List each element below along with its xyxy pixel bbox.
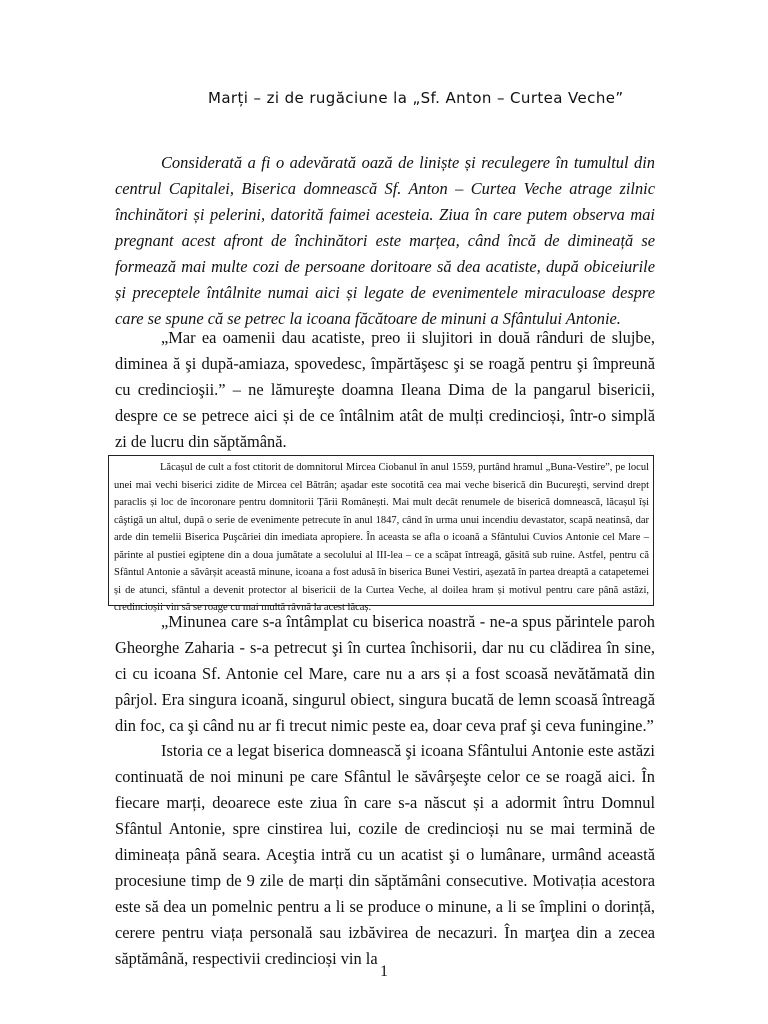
page-number: 1 bbox=[380, 963, 388, 980]
intro-paragraph: Considerată a fi o adevărată oază de liniște și reculegere în tumultul din centrul Capitalei, Biserica domnească Sf. Anton – Curtea Veche atrage zilnic închinători și pelerini, datorită faimei acesteia. Ziua în care putem observa mai pregnant acest afront de închinători este marțea, când încă de dimineață se formează mai multe cozi de persoane doritoare să dea acatiste, după obiceiurile și preceptele întâlnite numai aici și legate de evenimentele miraculoase despre care se spune că se petrec la icoana făcătoare de minuni a Sfântului Antonie. bbox=[115, 153, 655, 328]
quote-paragraph-dima: „Mar ea oamenii dau acatiste, preo ii slujitori in două rânduri de slujbe, diminea ă şi după-amiaza, spovedesc, împărtăşesc şi se roagă pentru şi împreună cu credincioşii.” – ne lămureşte doamna Ileana Dima de la pangarul bisericii, despre ce se petrece aici și de ce întâlnim atât de mulți credincioși, într-o simplă zi de lucru din săptămână. bbox=[115, 328, 655, 451]
history-box-text: Lăcașul de cult a fost ctitorit de domnitorul Mircea Ciobanul în anul 1559, purtând hramul „Buna-Vestire”, pe locul unei mai vechi biserici zidite de Mircea cel Bătrân; aşadar este socotită cea mai veche biserică din Bucureşti, servind drept paraclis și loc de încoronare pentru domnitorii Țării Românești. Mai mult decât renumele de biserică domnească, lăcașul își câştigă un altul, după o serie de evenimente petrecute în anul 1847, când în urma unui incendiu devastator, scapă neatinsă, dar arde din temelii Biserica Puşcăriei din imediata apropiere. În aceasta se afla o icoană a Sfântului Cuvios Antonie cel Mare – părinte al pustiei egiptene din a doua jumătate a secolului al III-lea – ce a scăpat întreagă, găsită sub ruine. Astfel, pentru că Sfântul Antonie a săvârșit această minune, icoana a fost adusă în biserica Bunei Vestiri, așezată în partea dreaptă a catapetemei și de atunci, sfântul a devenit protector al bisericii de la Curtea Veche, al doilea hram și motivul pentru care până astăzi, credincioșii vin să se roage cu mai multă râvnă la acest lăcaș. bbox=[114, 462, 649, 613]
history-box bbox=[108, 455, 654, 613]
page-title: Marți – zi de rugăciune la „Sf. Anton – Curtea Veche” bbox=[208, 89, 624, 107]
quote-paragraph-zaharia: „Minunea care s-a întâmplat cu biserica noastră - ne-a spus părintele paroh Gheorghe Zaharia - s-a petrecut şi în curtea închisorii, dar nu cu clădirea în sine, ci cu icoana Sf. Antonie cel Mare, care nu a ars și a fost scoasă nevătămată din pârjol. Era singura icoană, singurul obiect, singura bucată de lemn scoasă întreagă din foc, ca şi când nu ar fi trecut nimic peste ea, doar ceva praf şi ceva funingine.” bbox=[115, 612, 655, 735]
history-paragraph: Istoria ce a legat biserica domnească şi icoana Sfântului Antonie este astăzi continuată de noi minuni pe care Sfântul le săvârşeşte celor ce se roagă aici. În fiecare marți, deoarece este ziua în care s-a născut și a adormit întru Domnul Sfântul Antonie, spre cinstirea lui, cozile de credincioși nu se mai termină de dimineața până seara. Aceştia intră cu un acatist şi o lumânare, urmând această procesiune timp de 9 zile de marți din săptămâni consecutive. Motivația acestora este să dea un pomelnic pentru a li se produce o minune, a li se împlini o dorință, cerere pentru viața personală sau izbăvirea de necazuri. În marţea din a zecea săptămână, respectivii credincioși vin la bbox=[115, 741, 655, 968]
